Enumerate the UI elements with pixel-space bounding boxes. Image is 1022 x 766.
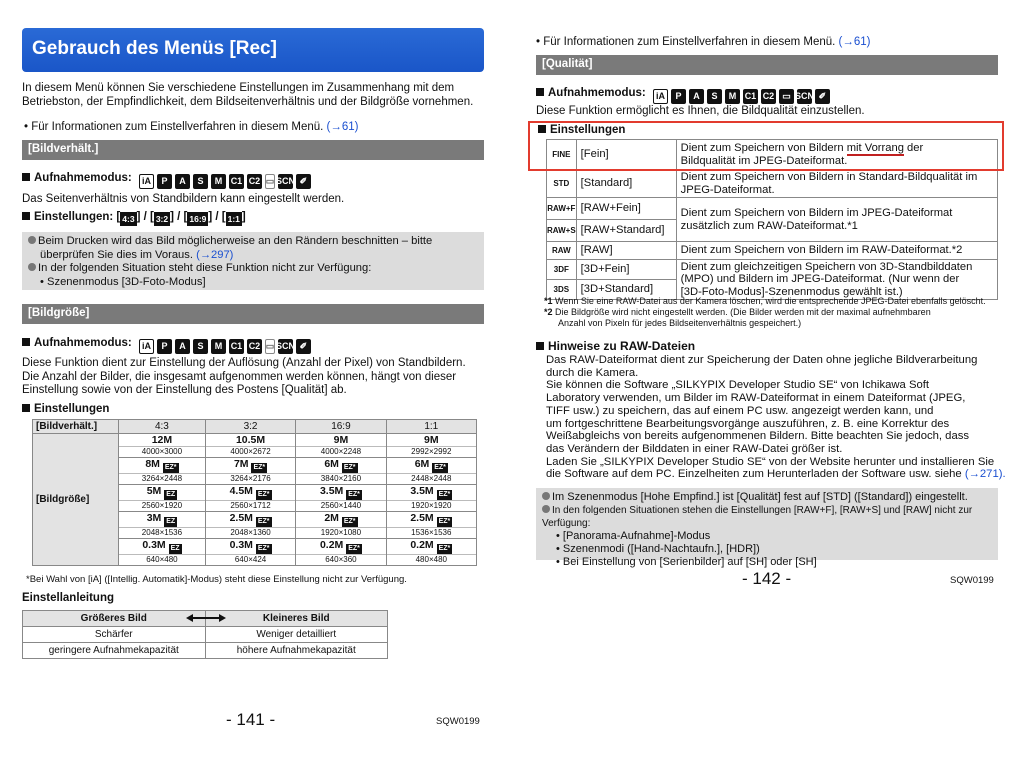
mode-s-icon: S	[193, 174, 208, 189]
3d-standard-icon: 3DS	[553, 285, 570, 295]
table-row: RAW+S [RAW+Standard]	[547, 220, 998, 242]
mode-panorama-icon: ▭	[265, 174, 275, 189]
aspect-4-3-icon: 4:3	[122, 214, 135, 224]
ez-icon: EZ*	[164, 464, 177, 471]
size-footnote: *Bei Wahl von [iA] ([Intellig. Automatik]-Modus) steht diese Einstellung nicht zur Verfügung.	[26, 574, 407, 585]
mode-scn-icon: SCN	[278, 339, 293, 354]
page-number: - 141 -	[226, 710, 276, 729]
mode-c1-icon: C1	[743, 89, 758, 104]
intro-text: In diesem Menü können Sie verschiedene Einstellungen im Zusammenhang mit dem Betriebston, der Empfindlichkeit, dem Bildseitenverhältnis und der Bildgröße vornehmen.	[22, 82, 474, 108]
mode-a-icon: A	[175, 174, 190, 189]
square-bullet-icon	[536, 342, 544, 350]
raw-fine-icon: RAW+F	[547, 204, 576, 214]
quality-desc: Diese Funktion ermöglicht es Ihnen, die Bildqualität einzustellen.	[536, 105, 865, 117]
table-row: 3DS [3D+Standard]	[547, 280, 998, 300]
ez-icon: EZ*	[438, 545, 451, 552]
section-bar-quality: [Qualität]	[536, 55, 998, 75]
raw-heading: Hinweise zu RAW-Dateien	[536, 339, 695, 353]
table-row: [Bildgröße] 12M 4000×3000 10.5M 4000×2672 9M 4000×2248 9M 2992×2992	[33, 434, 477, 458]
square-bullet-icon	[536, 88, 544, 96]
ez-icon: EZ*	[438, 518, 451, 525]
info-link[interactable]: (→61)	[838, 36, 871, 48]
mode-panorama-icon: ▭	[779, 89, 794, 104]
doc-code: SQW0199	[436, 716, 480, 727]
mode-icons	[653, 89, 830, 104]
ez-icon: EZ*	[434, 464, 446, 471]
page-title: Gebrauch des Menüs [Rec]	[22, 28, 484, 72]
note-dot-icon	[28, 236, 36, 244]
aspect-desc: Das Seitenverhältnis von Standbildern kann eingestellt werden.	[22, 193, 345, 205]
ez-icon: EZ*	[348, 545, 360, 552]
mode-creative-icon: ✐	[815, 89, 830, 104]
mode-m-icon: M	[211, 174, 226, 189]
size-desc: Diese Funktion dient zur Einstellung der Auflösung (Anzahl der Pixel) von Standbildern. Die Anzahl der Bilder, die insgesamt aufgenommen werden können, hängt von dieser Einstellung sowie von der Einstellung des Postens [Qualität] ab.	[22, 357, 466, 396]
mode-ia-icon: iA	[139, 174, 154, 189]
table-row: Schärfer Weniger detailliert	[23, 627, 388, 643]
mode-ia-icon: iA	[653, 89, 668, 104]
mode-icons	[139, 174, 311, 189]
page-142	[510, 0, 1022, 766]
table-row: 8M EZ* 3264×2448 7M EZ* 3264×2176 6M EZ* 3840×2160 6M EZ* 2448×2448	[33, 458, 477, 485]
square-bullet-icon	[22, 404, 30, 412]
aspect-16-9-icon: 16:9	[189, 214, 207, 224]
highlight-frame	[528, 121, 1004, 171]
ez-icon: EZ*	[348, 491, 360, 498]
mode-a-icon: A	[689, 89, 704, 104]
info-line: • Für Informationen zum Einstellverfahren in diesem Menü. (→61)	[536, 36, 871, 48]
mode-a-icon: A	[175, 339, 190, 354]
raw-text: Das RAW-Dateiformat dient zur Speicherung der Daten ohne jegliche Bildverarbeitung durch die Kamera. Sie können die Software „SILKYPIX Developer Studio SE“ von Ichikawa Soft Laboratory verwenden, um Bilder im RAW-Dateiformat in einem Dateiformat (JPEG, TIFF usw.) zu speichern, das auf einem PC usw. angezeigt werden kann, und um fortgeschrittene Bearbeitungsvorgänge auszuführen, z. B. eine Korrektur des Weißabgleichs von bereits aufgenommenen Bildern. Bitte beachten Sie jedoch, dass das Verändern der Bilddaten in einer RAW-Datei größer ist. Laden Sie „SILKYPIX Developer Studio SE“ von der Website herunter und installieren Sie die Software auf dem PC. Einzelheiten zum Herunterladen der Software usw. siehe (→271).	[546, 354, 1006, 481]
mode-m-icon: M	[725, 89, 740, 104]
mode-s-icon: S	[193, 339, 208, 354]
table-row: geringere Aufnahmekapazität höhere Aufnahmekapazität	[23, 643, 388, 659]
note-dot-icon	[28, 263, 36, 271]
square-bullet-icon	[22, 338, 30, 346]
mode-line-size: Aufnahmemodus: iA P A S M C1 C2 ▭ SCN ✐	[22, 337, 311, 354]
mode-scn-icon: SCN	[797, 89, 812, 104]
info-line: • Für Informationen zum Einstellverfahren in diesem Menü. (→61)	[24, 121, 359, 133]
quality-notes: Im Szenenmodus [Hohe Empfind.] ist [Qualität] fest auf [STD] ([Standard]) eingestellt. In den folgenden Situationen stehen die Einstellungen [RAW+F], [RAW+S] und [RAW] nicht zur Verfügung: • [Panorama-Aufnahme]-Modus • Szenenmodi ([Hand-Nachtaufn.], [HDR]) • Bei Einstellung von [Serienbilder] auf [SH] oder [SH]	[536, 488, 998, 560]
note-dot-icon	[542, 505, 550, 513]
mode-c1-icon: C1	[229, 174, 244, 189]
mode-c1-icon: C1	[229, 339, 244, 354]
image-size-table: [Bildverhält.] 4:3 3:2 16:9 1:1 [Bildgröße] 12M 4000×3000 10.5M 4000×2672 9M 4000×2248 9M 2992×2992 8M EZ* 3264×2448 7M EZ* 3264×2176 6M EZ* 3840×2160 6M EZ* 2448×2448 5M EZ 2560×1920 4.5M EZ* 2560×1712 3.5M EZ* 2560×1440 3.5M EZ* 1920×1920 3M EZ 2048×1536 2.5M EZ* 2048×1360 2M EZ* 1920×1080 2.5M EZ* 1536×1536 0.3M EZ 640×480 0.3M EZ* 640×424 0.2M EZ* 640×360 0.2M EZ* 480×480	[32, 419, 477, 566]
page-141	[0, 0, 505, 766]
table-row: 5M EZ 2560×1920 4.5M EZ* 2560×1712 3.5M EZ* 2560×1440 3.5M EZ* 1920×1920	[33, 485, 477, 512]
mode-panorama-icon: ▭	[265, 339, 275, 354]
info-link[interactable]: (→61)	[326, 121, 359, 133]
ez-icon: EZ*	[257, 491, 270, 498]
ez-icon: EZ	[170, 545, 180, 552]
ez-icon: EZ*	[438, 491, 451, 498]
note-link[interactable]: (→297)	[196, 248, 234, 261]
aspect-notes: Beim Drucken wird das Bild möglicherweise an den Rändern beschnitten – bitte überprüfen Sie dies im Voraus. (→297) In der folgenden Situation steht diese Funktion nicht zur Verfügung: • Szenenmodus [3D-Foto-Modus]	[22, 232, 484, 290]
double-arrow-icon	[186, 613, 226, 623]
table-row: 3DF [3D+Fein] Dient zum gleichzeitigen Speichern von 3D-Standbilddaten (MPO) und Bildern im JPEG-Dateiformat. (Nur wenn der [3D-Foto-Modus]-Szenenmodus gewählt ist.)	[547, 260, 998, 280]
raw-icon: RAW	[552, 246, 571, 256]
mode-creative-icon: ✐	[296, 174, 311, 189]
mode-c2-icon: C2	[247, 174, 262, 189]
section-bar-aspect: [Bildverhält.]	[22, 140, 484, 160]
ez-icon: EZ*	[343, 518, 356, 525]
ez-icon: EZ*	[253, 464, 266, 471]
guide-title: Einstellanleitung	[22, 592, 115, 604]
mode-creative-icon: ✐	[296, 339, 311, 354]
fine-quality-icon: FINE	[552, 150, 571, 160]
table-row: 0.3M EZ 640×480 0.3M EZ* 640×424 0.2M EZ* 640×360 0.2M EZ* 480×480	[33, 539, 477, 566]
highlight-underline: mit Vorrang	[846, 142, 904, 154]
mode-p-icon: P	[157, 174, 172, 189]
ez-icon: EZ	[166, 518, 176, 525]
aspect-settings-line: Einstellungen: [ 4:3 ] / [ 3:2 ] / [ 16:9 ] / [ 1:1 ]	[22, 211, 246, 226]
raw-link[interactable]: (→271).	[964, 468, 1006, 481]
page-number: - 142 -	[742, 569, 792, 588]
ez-icon: EZ*	[257, 518, 270, 525]
ez-icon: EZ	[166, 491, 176, 498]
section-bar-size: [Bildgröße]	[22, 304, 484, 324]
raw-standard-icon: RAW+S	[547, 226, 576, 236]
mode-p-icon: P	[671, 89, 686, 104]
quality-settings-heading: Einstellungen	[538, 124, 625, 136]
3d-fine-icon: 3DF	[553, 265, 569, 275]
mode-c2-icon: C2	[761, 89, 776, 104]
mode-line-aspect: Aufnahmemodus: iA P A S M C1 C2 ▭ SCN ✐	[22, 172, 311, 189]
note-dot-icon	[542, 492, 550, 500]
square-bullet-icon	[22, 212, 30, 220]
mode-scn-icon: SCN	[278, 174, 293, 189]
mode-ia-icon: iA	[139, 339, 154, 354]
quality-footnotes: *1 Wenn Sie eine RAW-Datei aus der Kamera löschen, wird die entsprechende JPEG-Datei ebenfalls gelöscht. *2 Die Bildgröße wird nicht eingestellt werden. (Die Bilder werden mit der maximal aufnehmbaren Anzahl von Pixeln für jedes Bildseitenverhältnis gespeichert.)	[544, 296, 986, 328]
aspect-1-1-icon: 1:1	[227, 214, 240, 224]
mode-c2-icon: C2	[247, 339, 262, 354]
guide-table: Größeres Bild Kleineres Bild Schärfer Weniger detailliert geringere Aufnahmekapazität höhere Aufnahmekapazität	[22, 610, 388, 659]
table-col-header: [Bildverhält.]	[33, 420, 119, 434]
standard-quality-icon: STD	[553, 179, 570, 189]
table-row-header: [Bildgröße]	[33, 434, 119, 566]
table-row: RAW [RAW] Dient zum Speichern von Bildern im RAW-Dateiformat.*2	[547, 242, 998, 260]
aspect-3-2-icon: 3:2	[155, 214, 169, 224]
table-row: STD [Standard] Dient zum Speichern von Bildern in Standard-Bildqualität im JPEG-Dateiformat.	[547, 170, 998, 198]
ez-icon: EZ*	[257, 545, 270, 552]
mode-line-quality: Aufnahmemodus: iA P A S M C1 C2 ▭ SCN ✐	[536, 87, 830, 104]
ez-icon: EZ*	[343, 464, 356, 471]
mode-p-icon: P	[157, 339, 172, 354]
mode-m-icon: M	[211, 339, 226, 354]
doc-code: SQW0199	[950, 575, 994, 586]
table-row: RAW+F [RAW+Fein] Dient zum Speichern von Bildern im JPEG-Dateiformat zusätzlich zum RAW-Dateiformat.*1	[547, 198, 998, 220]
square-bullet-icon	[22, 173, 30, 181]
size-settings-heading: Einstellungen	[22, 403, 109, 415]
mode-icons	[139, 339, 311, 354]
table-row: 3M EZ 2048×1536 2.5M EZ* 2048×1360 2M EZ* 1920×1080 2.5M EZ* 1536×1536	[33, 512, 477, 539]
table-row: FINE [Fein] Dient zum Speichern von Bildern mit Vorrang der Bildqualität im JPEG-Dateiformat.	[547, 140, 998, 170]
mode-s-icon: S	[707, 89, 722, 104]
